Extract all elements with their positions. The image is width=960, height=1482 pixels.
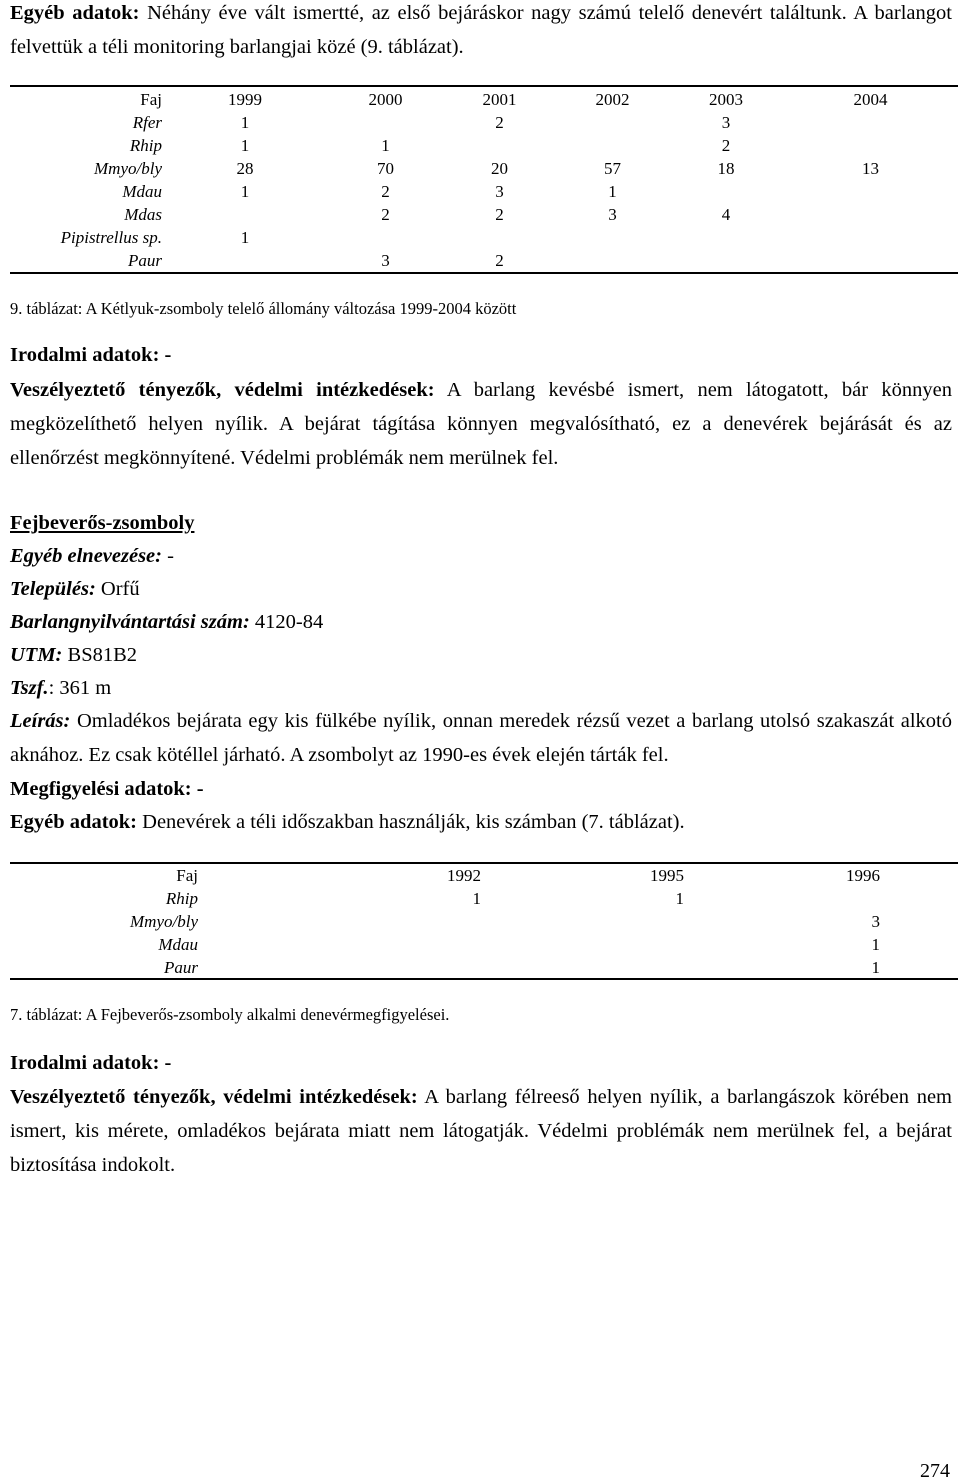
count-cell xyxy=(669,249,783,272)
count-cell: 20 xyxy=(491,159,508,178)
table-row xyxy=(10,203,958,226)
description-text: Omladékos bejárata egy kis fülkébe nyílik, onnan meredek rézsű vezet a barlang utolsó szakaszát alkotó aknához. Ez csak kötéllel járható. A zsombolyt az 1990-es évek elején tárták fel. xyxy=(10,710,952,766)
count-cell: 18 xyxy=(717,159,735,178)
registry-label: Barlangnyilvántartási szám: xyxy=(10,611,250,633)
literature-label: Irodalmi adatok: - xyxy=(10,344,172,366)
table9-header-species: Faj xyxy=(140,90,162,109)
count-cell xyxy=(669,226,783,249)
count-cell xyxy=(783,134,958,157)
count-cell xyxy=(162,249,328,272)
table9-header-year: 2003 xyxy=(709,90,743,109)
observation-label: Megfigyelési adatok: - xyxy=(10,778,204,800)
count-cell xyxy=(783,180,958,203)
table9-caption: 9. táblázat: A Kétlyuk-zsomboly telelő állomány változása 1999-2004 között xyxy=(10,299,517,318)
count-cell: 1 xyxy=(472,889,481,908)
table9-header-year: 2004 xyxy=(853,90,888,109)
settlement-line xyxy=(10,572,140,606)
description-label: Leírás: xyxy=(10,710,71,732)
count-cell: 3 xyxy=(381,251,390,270)
count-cell: 2 xyxy=(495,113,504,132)
alt-name-label: Egyéb elnevezése: xyxy=(10,545,162,567)
count-cell: 3 xyxy=(871,912,880,931)
table9-bottom-rule xyxy=(10,272,958,274)
table-row xyxy=(10,933,880,956)
count-cell: 3 xyxy=(608,205,617,224)
table9-header-year: 1999 xyxy=(228,90,262,109)
count-cell: 1 xyxy=(381,136,390,155)
count-cell: 28 xyxy=(236,159,254,178)
table9-header-year: 2002 xyxy=(595,90,630,109)
count-cell: 1 xyxy=(240,182,250,201)
table-row xyxy=(10,180,958,203)
threats-label: Veszélyeztető tényezők, védelmi intézkedések: xyxy=(10,379,435,401)
count-cell xyxy=(556,249,669,272)
count-cell xyxy=(783,111,958,134)
altitude-line xyxy=(10,671,111,705)
species-cell: Mmyo/bly xyxy=(130,912,198,931)
threats-text: A barlang kevésbé ismert, nem látogatott, bár könnyen megközelíthető helyen nyílik. A bejárat tágítása könnyen megvalósítható, ez a denevérek bejárását és az ellenőrzést megkönnyítené. Védelmi problémák nem merülnek fel. xyxy=(10,379,952,469)
count-cell: 1 xyxy=(675,889,684,908)
species-cell: Rhip xyxy=(165,889,198,908)
count-cell: 1 xyxy=(871,935,880,954)
table7-caption: 7. táblázat: A Fejbeverős-zsomboly alkalmi denevérmegfigyelései. xyxy=(10,1005,450,1024)
species-cell: Rhip xyxy=(129,136,162,155)
table9-top-rule xyxy=(10,85,958,87)
count-cell xyxy=(481,933,684,956)
table-row xyxy=(10,956,880,979)
other-data-text: Denevérek a téli időszakban használják, kis számban (7. táblázat). xyxy=(137,811,685,833)
table-row xyxy=(10,249,958,272)
count-cell: 1 xyxy=(240,228,250,247)
count-cell xyxy=(198,933,481,956)
count-cell: 70 xyxy=(377,159,394,178)
intro-text: Néhány éve vált ismertté, az első bejáráskor nagy számú telelő denevért találtunk. A barlangot felvettük a téli monitoring barlangjai közé (9. táblázat). xyxy=(10,2,952,58)
count-cell xyxy=(556,134,669,157)
species-cell: Pipistrellus sp. xyxy=(60,228,162,247)
count-cell xyxy=(443,134,556,157)
count-cell: 2 xyxy=(381,205,390,224)
count-cell: 3 xyxy=(495,182,504,201)
altitude-value: : 361 m xyxy=(48,677,112,699)
species-cell: Rfer xyxy=(132,113,162,132)
species-cell: Mdau xyxy=(122,182,162,201)
count-cell xyxy=(783,249,958,272)
table9-header-year: 2000 xyxy=(368,90,403,109)
utm-line xyxy=(10,638,137,672)
count-cell xyxy=(556,111,669,134)
count-cell: 1 xyxy=(871,958,880,977)
table9-header-row xyxy=(10,88,958,111)
intro-label: Egyéb adatok: xyxy=(10,2,140,24)
count-cell: 1 xyxy=(240,136,250,155)
species-cell: Mdau xyxy=(158,935,198,954)
registry-line xyxy=(10,605,323,639)
count-cell xyxy=(556,226,669,249)
count-cell xyxy=(198,956,481,979)
table-row xyxy=(10,887,880,910)
table-row xyxy=(10,134,958,157)
count-cell xyxy=(684,887,880,910)
table7-header-row xyxy=(10,864,880,887)
count-cell: 1 xyxy=(608,182,617,201)
count-cell: 2 xyxy=(721,136,731,155)
table9-header-year: 2001 xyxy=(482,90,517,109)
count-cell xyxy=(198,910,481,933)
species-cell: Mmyo/bly xyxy=(94,159,162,178)
count-cell xyxy=(328,111,443,134)
table-row xyxy=(10,226,958,249)
description-paragraph xyxy=(10,704,952,772)
count-cell: 4 xyxy=(721,205,731,224)
table-row xyxy=(10,111,958,134)
registry-value: 4120-84 xyxy=(249,611,324,633)
threats-paragraph xyxy=(10,1080,952,1182)
count-cell xyxy=(328,226,443,249)
intro-paragraph xyxy=(10,0,952,64)
count-cell xyxy=(783,226,958,249)
table-row xyxy=(10,910,880,933)
table7-header-species: Faj xyxy=(176,866,198,885)
literature-label: Irodalmi adatok: - xyxy=(10,1052,172,1074)
count-cell: 2 xyxy=(495,251,504,270)
table7-header-year: 1996 xyxy=(846,866,880,885)
count-cell: 1 xyxy=(240,113,250,132)
count-cell: 3 xyxy=(721,113,731,132)
table-row xyxy=(10,157,958,180)
threats-paragraph xyxy=(10,373,952,475)
count-cell xyxy=(783,203,958,226)
utm-value: BS81B2 xyxy=(62,644,138,666)
count-cell xyxy=(162,203,328,226)
table9 xyxy=(10,88,958,272)
settlement-label: Település: xyxy=(10,578,96,600)
threats-text: A barlang félreeső helyen nyílik, a barlangászok körében nem ismert, kis mérete, omladékos bejárata miatt nem látogatják. Védelmi problémák nem merülnek fel, a bejárat biztosítása indokolt. xyxy=(10,1086,952,1176)
count-cell xyxy=(443,226,556,249)
page-number: 274 xyxy=(920,1460,950,1482)
count-cell: 2 xyxy=(495,205,504,224)
cave-title: Fejbeverős-zsomboly xyxy=(10,512,195,534)
count-cell xyxy=(481,910,684,933)
threats-label: Veszélyeztető tényezők, védelmi intézkedések: xyxy=(10,1086,418,1108)
count-cell: 2 xyxy=(381,182,390,201)
table7 xyxy=(10,864,880,979)
count-cell: 13 xyxy=(862,159,879,178)
table7-bottom-rule xyxy=(10,978,958,980)
other-data-line xyxy=(10,805,685,839)
count-cell: 57 xyxy=(604,159,621,178)
species-cell: Paur xyxy=(164,958,198,977)
table7-header-year: 1992 xyxy=(447,866,481,885)
alt-name-line xyxy=(10,539,174,573)
settlement-value: Orfű xyxy=(95,578,140,600)
alt-name-value: - xyxy=(161,545,174,567)
altitude-label: Tszf. xyxy=(10,677,49,699)
species-cell: Mdas xyxy=(124,205,162,224)
table7-header-year: 1995 xyxy=(650,866,684,885)
count-cell xyxy=(481,956,684,979)
utm-label: UTM: xyxy=(10,644,63,666)
other-data-label: Egyéb adatok: xyxy=(10,811,138,833)
species-cell: Paur xyxy=(128,251,162,270)
count-cell xyxy=(669,180,783,203)
